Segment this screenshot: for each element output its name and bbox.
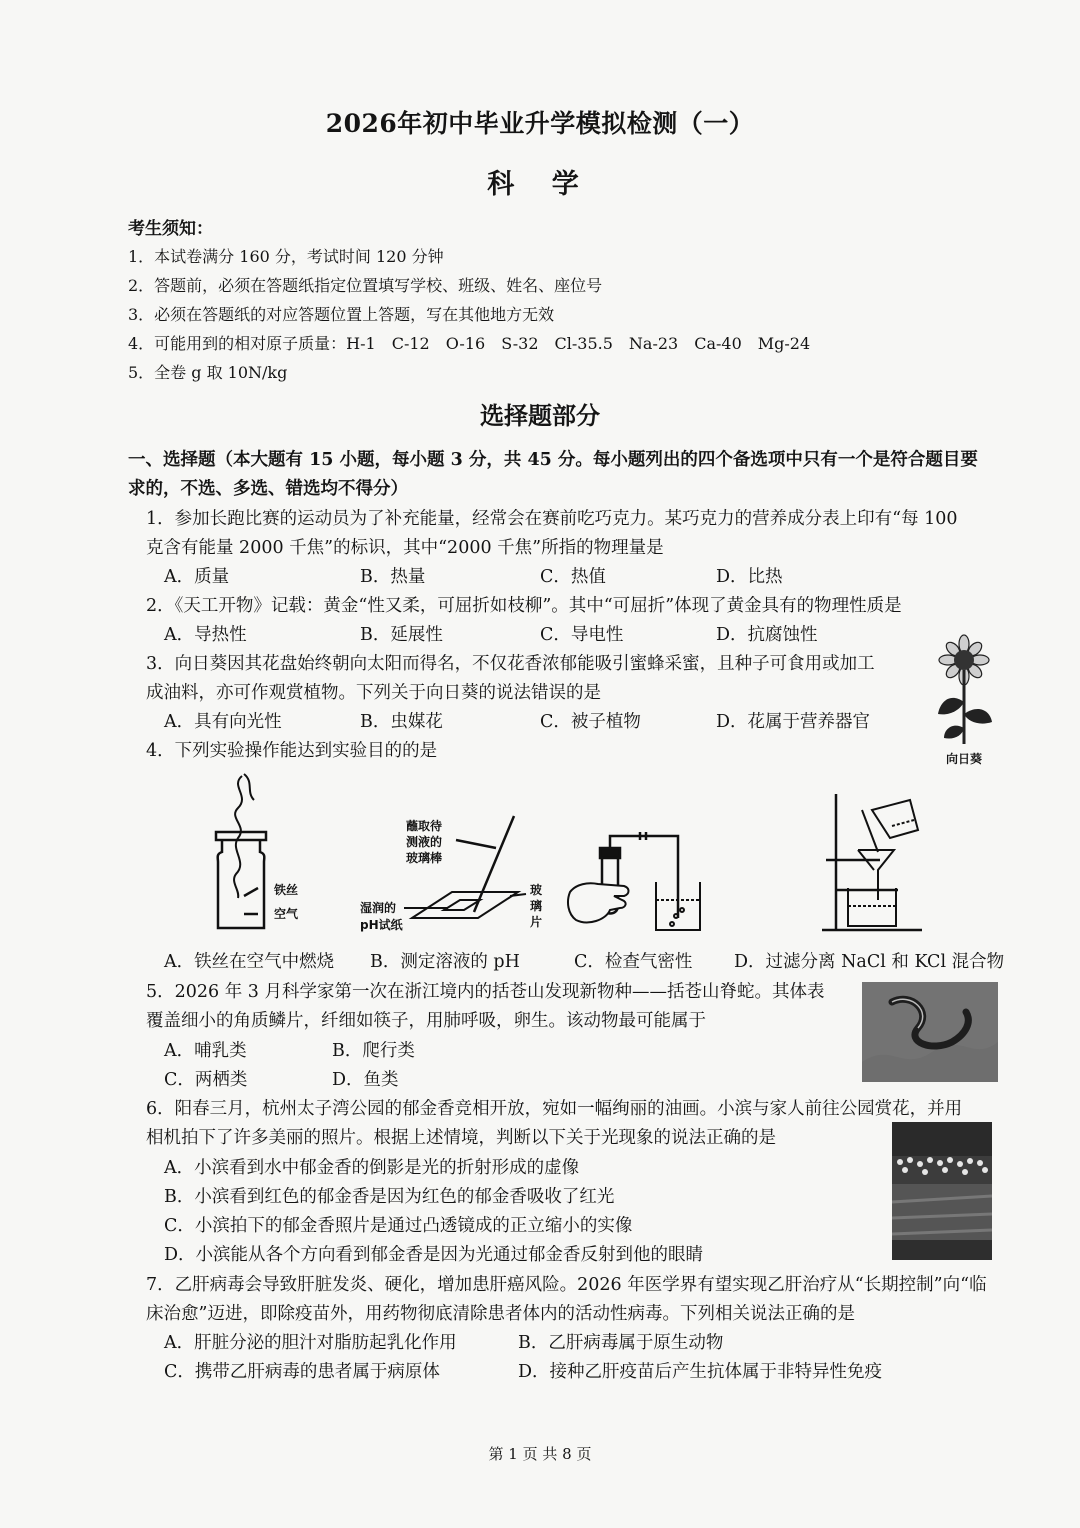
q4-option-a: A．铁丝在空气中燃烧 <box>164 952 335 972</box>
q5-option-c: C．两栖类 <box>164 1070 248 1090</box>
page-number: 第 1 页 共 8 页 <box>488 1445 592 1463</box>
question-5-line2: 覆盖细小的角质鳞片，纤细如筷子，用肺呼吸，卵生。该动物最可能属于 <box>146 1011 706 1031</box>
q1-option-d: D．比热 <box>716 567 783 587</box>
q3-option-c: C．被子植物 <box>540 712 641 732</box>
ph-test-figure <box>356 808 556 940</box>
question-3-line2: 成油料，亦可作观赏植物。下列关于向日葵的说法错误的是 <box>146 683 601 703</box>
receiving-beaker-icon <box>848 888 896 926</box>
label-air: 空气 <box>274 907 299 921</box>
q5-option-a: A．哺乳类 <box>164 1041 247 1061</box>
pouring-beaker-icon <box>862 800 918 852</box>
iron-wire-jar-figure <box>200 766 310 938</box>
hand-icon <box>568 883 629 922</box>
label-glass-1: 玻 <box>530 883 543 897</box>
q6-option-a: A．小滨看到水中郁金香的倒影是光的折射形成的虚像 <box>164 1158 580 1178</box>
label-rod-2: 测液的 <box>406 835 443 849</box>
q4-option-b: B．测定溶液的 pH <box>370 952 520 972</box>
q1-option-b: B．热量 <box>360 567 426 587</box>
notice-item: 3．必须在答题纸的对应答题位置上答题，写在其他地方无效 <box>128 305 555 324</box>
question-1-line1: 1．参加长跑比赛的运动员为了补充能量，经常会在赛前吃巧克力。某巧克力的营养成分表上印有“每 100 <box>146 509 958 529</box>
q3-option-d: D．花属于营养器官 <box>716 712 871 732</box>
question-1-line2: 克含有能量 2000 千焦”的标识，其中“2000 千焦”所指的物理量是 <box>146 538 664 558</box>
q4-option-c: C．检查气密性 <box>574 952 693 972</box>
q2-option-a: A．导热性 <box>164 625 247 645</box>
section-title: 选择题部分 <box>480 401 600 430</box>
q7-option-b: B．乙肝病毒属于原生动物 <box>518 1333 724 1353</box>
q2-option-b: B．延展性 <box>360 625 443 645</box>
iron-wire-icon <box>234 774 254 898</box>
q1-option-c: C．热值 <box>540 567 606 587</box>
q7-option-c: C．携带乙肝病毒的患者属于病原体 <box>164 1362 440 1382</box>
q2-option-d: D．抗腐蚀性 <box>716 625 818 645</box>
question-5-line1: 5．2026 年 3 月科学家第一次在浙江境内的括苍山发现新物种——括苍山脊蛇。其体表 <box>146 982 825 1002</box>
q6-option-c: C．小滨拍下的郁金香照片是通过凸透镜成的正立缩小的实像 <box>164 1216 633 1236</box>
q6-option-b: B．小滨看到红色的郁金香是因为红色的郁金香吸收了红光 <box>164 1187 615 1207</box>
question-6-line1: 6．阳春三月，杭州太子湾公园的郁金香竞相开放，宛如一幅绚丽的油画。小滨与家人前往公园赏花，并用 <box>146 1099 963 1119</box>
question-2-line1: 2．《天工开物》记载：黄金“性又柔，可屈折如枝柳”。其中“可屈折”体现了黄金具有的物理性质是 <box>146 596 902 616</box>
part-heading-line2: 求的，不选、多选、错选均不得分） <box>128 479 408 499</box>
tulip-photo <box>892 1122 992 1260</box>
notice-item: 1．本试卷满分 160 分，考试时间 120 分钟 <box>128 247 444 266</box>
label-rod-1: 蘸取待 <box>406 819 443 833</box>
label-rod-3: 玻璃棒 <box>406 851 443 865</box>
gas-jar-icon <box>216 832 266 928</box>
q6-option-d: D．小滨能从各个方向看到郁金香是因为光通过郁金香反射到他的眼睛 <box>164 1245 704 1265</box>
filtration-figure <box>812 790 932 936</box>
q5-option-d: D．鱼类 <box>332 1070 399 1090</box>
q2-option-c: C．导电性 <box>540 625 624 645</box>
question-6-line2: 相机拍下了许多美丽的照片。根据上述情境，判断以下关于光现象的说法正确的是 <box>146 1128 776 1148</box>
iron-stand-icon <box>822 794 922 930</box>
q7-option-a: A．肝脏分泌的胆汁对脂肪起乳化作用 <box>164 1333 457 1353</box>
label-iron-wire: 铁丝 <box>274 883 299 897</box>
q1-option-a: A．质量 <box>164 567 230 587</box>
funnel-icon <box>858 850 894 900</box>
airtightness-figure <box>566 830 702 936</box>
label-glass-2: 璃 <box>530 899 543 913</box>
label-paper-2: pH试纸 <box>360 918 403 932</box>
question-3-line1: 3．向日葵因其花盘始终朝向太阳而得名，不仅花香浓郁能吸引蜜蜂采蜜，且种子可食用或加工 <box>146 654 875 674</box>
notice-heading: 考生须知： <box>128 219 213 239</box>
subject-title: 科 学 <box>487 169 593 200</box>
exam-title: 2026年初中毕业升学模拟检测（一） <box>325 109 755 138</box>
sunflower-icon <box>938 635 992 744</box>
q5-option-b: B．爬行类 <box>332 1041 415 1061</box>
q4-option-d: D．过滤分离 NaCl 和 KCl 混合物 <box>734 952 1005 972</box>
q7-option-d: D．接种乙肝疫苗后产生抗体属于非特异性免疫 <box>518 1362 883 1382</box>
q3-option-b: B．虫媒花 <box>360 712 443 732</box>
sunflower-figure <box>928 632 1000 750</box>
question-4-line1: 4．下列实验操作能达到实验目的的是 <box>146 741 438 761</box>
glass-rod-icon <box>456 816 514 912</box>
sunflower-caption: 向日葵 <box>946 752 983 766</box>
question-7-line1: 7．乙肝病毒会导致肝脏发炎、硬化，增加患肝癌风险。2026 年医学界有望实现乙肝治疗从“长期控制”向“临 <box>146 1275 987 1295</box>
part-heading-line1: 一、选择题（本大题有 15 小题，每小题 3 分，共 45 分。每小题列出的四个备选项中只有一个是符合题目要 <box>128 450 978 470</box>
notice-item: 4．可能用到的相对原子质量：H-1 C-12 O-16 S-32 Cl-35.5 Na-23 Ca-40 Mg-24 <box>128 334 811 353</box>
label-paper-1: 湿润的 <box>360 901 397 915</box>
question-7-line2: 床治愈”迈进，即除疫苗外，用药物彻底清除患者体内的活动性病毒。下列相关说法正确的是 <box>146 1304 855 1324</box>
glass-plate-icon <box>404 892 526 918</box>
q3-option-a: A．具有向光性 <box>164 712 282 732</box>
notice-item: 5．全卷 g 取 10N/kg <box>128 363 288 382</box>
notice-item: 2．答题前，必须在答题纸指定位置填写学校、班级、姓名、座位号 <box>128 276 603 295</box>
label-glass-3: 片 <box>530 915 543 929</box>
snake-photo <box>862 982 998 1082</box>
